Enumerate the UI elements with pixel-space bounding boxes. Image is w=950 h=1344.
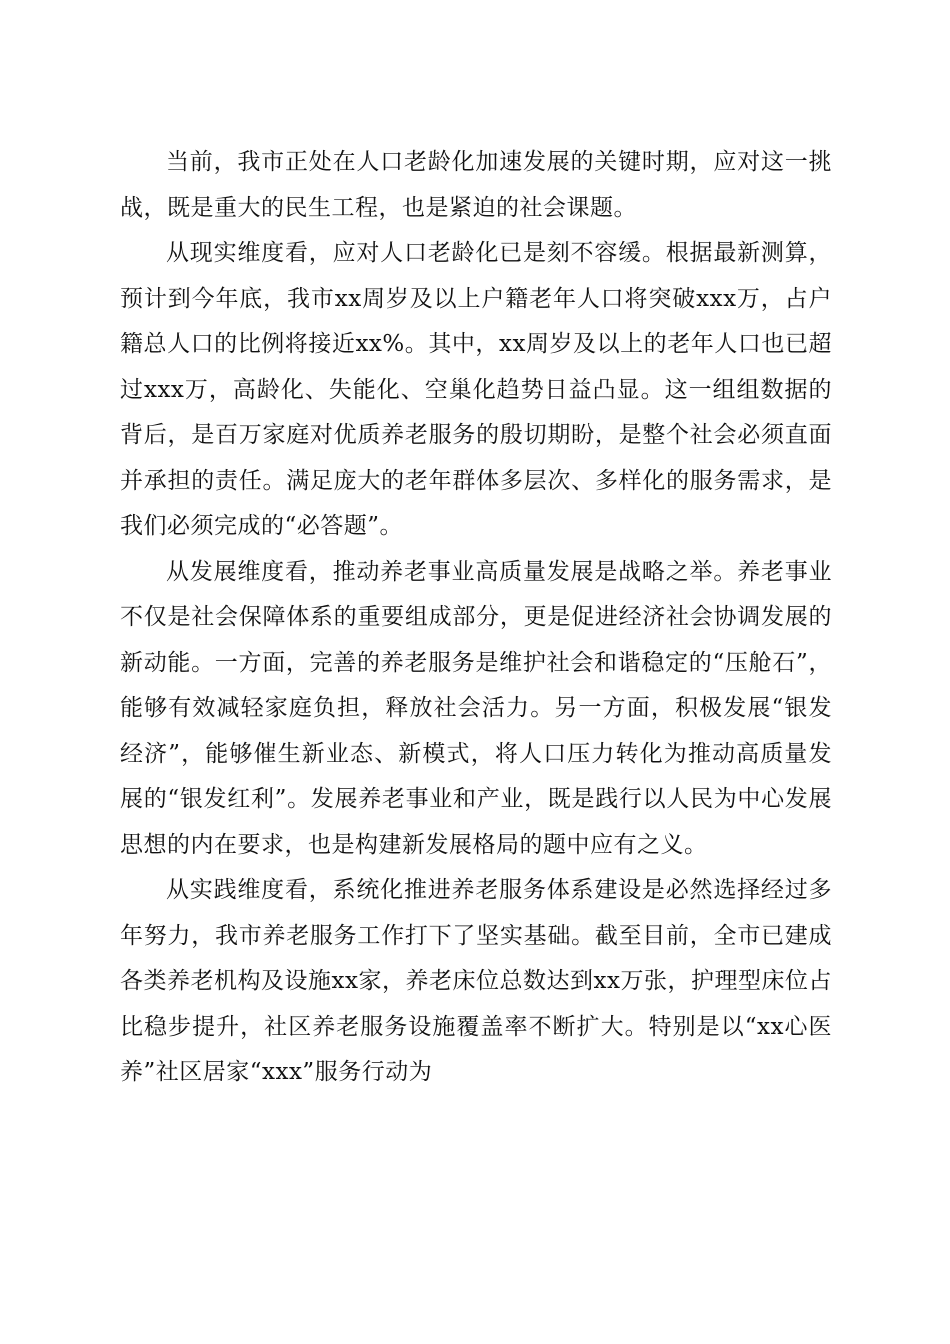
paragraph-reality-dimension: 从现实维度看，应对人口老龄化已是刻不容缓。根据最新测算，预计到今年底，我市xx周岁及以上户籍老年人口将突破xxx万，占户籍总人口的比例将接近xx%。其中，xx周岁及以上的老年人口也已超过xxx万，高龄化、失能化、空巢化趋势日益凸显。这一组组数据的背后，是百万家庭对优质养老服务的殷切期盼，是整个社会必须直面并承担的责任。满足庞大的老年群体多层次、多样化的服务需求，是我们必须完成的“必答题”。 xyxy=(120,240,832,539)
paragraph-practice-dimension: 从实践维度看，系统化推进养老服务体系建设是必然选择经过多年努力，我市养老服务工作打下了坚实基础。截至目前，全市已建成各类养老机构及设施xx家，养老床位总数达到xx万张，护理型床位占比稳步提升，社区养老服务设施覆盖率不断扩大。特别是以“xx心医养”社区居家“xxx”服务行动为 xyxy=(120,877,832,1085)
paragraph-development-dimension: 从发展维度看，推动养老事业高质量发展是战略之举。养老事业不仅是社会保障体系的重要组成部分，更是促进经济社会协调发展的新动能。一方面，完善的养老服务是维护社会和谐稳定的“压舱石”，能够有效减轻家庭负担，释放社会活力。另一方面，积极发展“银发经济”，能够催生新业态、新模式，将人口压力转化为推动高质量发展的“银发红利”。发展养老事业和产业，既是践行以人民为中心发展思想的内在要求，也是构建新发展格局的题中应有之义。 xyxy=(120,558,832,858)
document-body xyxy=(120,140,832,1096)
paragraph-intro: 当前，我市正处在人口老龄化加速发展的关键时期，应对这一挑战，既是重大的民生工程，也是紧迫的社会课题。 xyxy=(120,149,832,221)
